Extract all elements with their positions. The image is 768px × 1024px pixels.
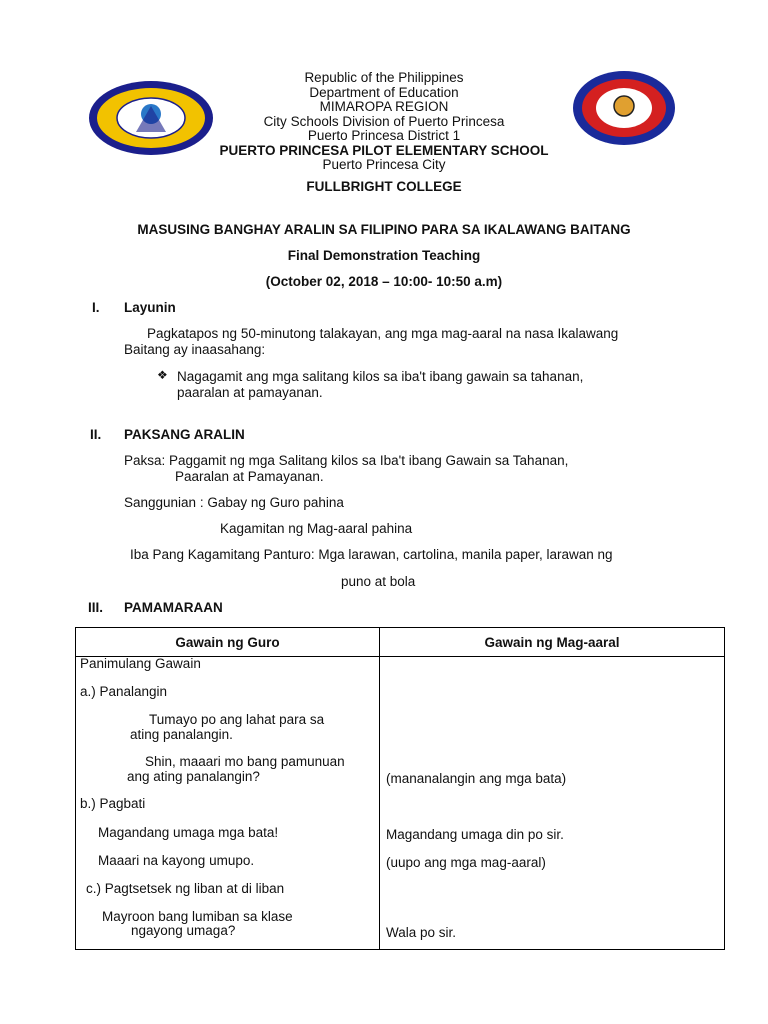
guro-line: a.) Panalangin [80, 684, 168, 699]
column-header-guro: Gawain ng Guro [76, 628, 380, 657]
header-district: Puerto Princesa District 1 [307, 128, 461, 143]
table-header-row [76, 628, 725, 657]
demo-date: (October 02, 2018 – 10:00- 10:50 a.m) [265, 274, 503, 289]
guro-line: Panimulang Gawain [80, 656, 201, 671]
college-name: FULLBRIGHT COLLEGE [306, 179, 462, 194]
section-2-heading: PAKSANG ARALIN [124, 427, 245, 442]
guro-line: c.) Pagtsetsek ng liban at di liban [86, 881, 285, 896]
column-header-mag-aaral: Gawain ng Mag-aaral [380, 628, 725, 657]
guro-line: ang ating panalangin? [127, 769, 260, 784]
mag-aaral-line: (uupo ang mga mag-aaral) [386, 855, 546, 870]
section-3-number: III. [88, 600, 104, 615]
materials-line-2: puno at bola [341, 574, 416, 589]
header-school: PUERTO PRINCESA PILOT ELEMENTARY SCHOOL [219, 142, 549, 158]
letterhead [184, 71, 584, 173]
paksa-line-2: Paaralan at Pamayanan. [175, 469, 324, 484]
header-republic: Republic of the Philippines [304, 70, 464, 85]
sanggunian-line-1: Sanggunian : Gabay ng Guro pahina [124, 495, 344, 510]
section-1-number: I. [92, 300, 100, 315]
header-division: City Schools Division of Puerto Princesa [263, 113, 505, 129]
lesson-plan-title: MASUSING BANGHAY ARALIN SA FILIPINO PARA SA IKALAWANG BAITANG [137, 222, 631, 237]
section-1-heading: Layunin [124, 300, 176, 315]
demo-subtitle: Final Demonstration Teaching [287, 248, 481, 263]
guro-cell [76, 657, 380, 950]
guro-line: Magandang umaga mga bata! [98, 825, 279, 840]
guro-line: Shin, maaari mo bang pamunuan [145, 754, 345, 769]
mag-aaral-line: Wala po sir. [386, 925, 457, 940]
section-2-number: II. [90, 427, 102, 442]
mag-aaral-cell [380, 657, 725, 950]
section-3-heading: PAMAMARAAN [124, 600, 223, 615]
objective-intro-line-2: Baitang ay inaasahang: [124, 342, 266, 357]
materials-line-1: Iba Pang Kagamitang Panturo: Mga larawan, cartolina, manila paper, larawan ng [130, 547, 613, 562]
table-row [76, 657, 725, 950]
procedure-table [75, 627, 725, 950]
guro-line: Maaari na kayong umupo. [98, 853, 255, 868]
guro-line: Mayroon bang lumiban sa klase [102, 909, 293, 924]
objective-bullet-line-2: paaralan at pamayanan. [177, 385, 323, 400]
header-department: Department of Education [309, 84, 459, 100]
guro-line: b.) Pagbati [80, 796, 146, 811]
mag-aaral-line: Magandang umaga din po sir. [386, 827, 564, 842]
objective-intro-line-1: Pagkatapos ng 50-minutong talakayan, ang mga mag-aaral na nasa Ikalawang [147, 326, 619, 341]
guro-line: Tumayo po ang lahat para sa [149, 712, 325, 727]
college-logo [572, 70, 676, 146]
guro-line: ngayong umaga? [131, 923, 236, 938]
bullet-icon: ❖ [157, 368, 168, 382]
sanggunian-line-2: Kagamitan ng Mag-aaral pahina [220, 521, 413, 536]
header-city: Puerto Princesa City [322, 157, 446, 172]
header-region: MIMAROPA REGION [319, 99, 449, 114]
mag-aaral-line: (mananalangin ang mga bata) [386, 771, 567, 786]
paksa-line-1: Paksa: Paggamit ng mga Salitang kilos sa Iba't ibang Gawain sa Tahanan, [124, 453, 569, 468]
guro-line: ating panalangin. [130, 727, 233, 742]
objective-bullet-line-1: Nagagamit ang mga salitang kilos sa iba't ibang gawain sa tahanan, [177, 369, 584, 384]
